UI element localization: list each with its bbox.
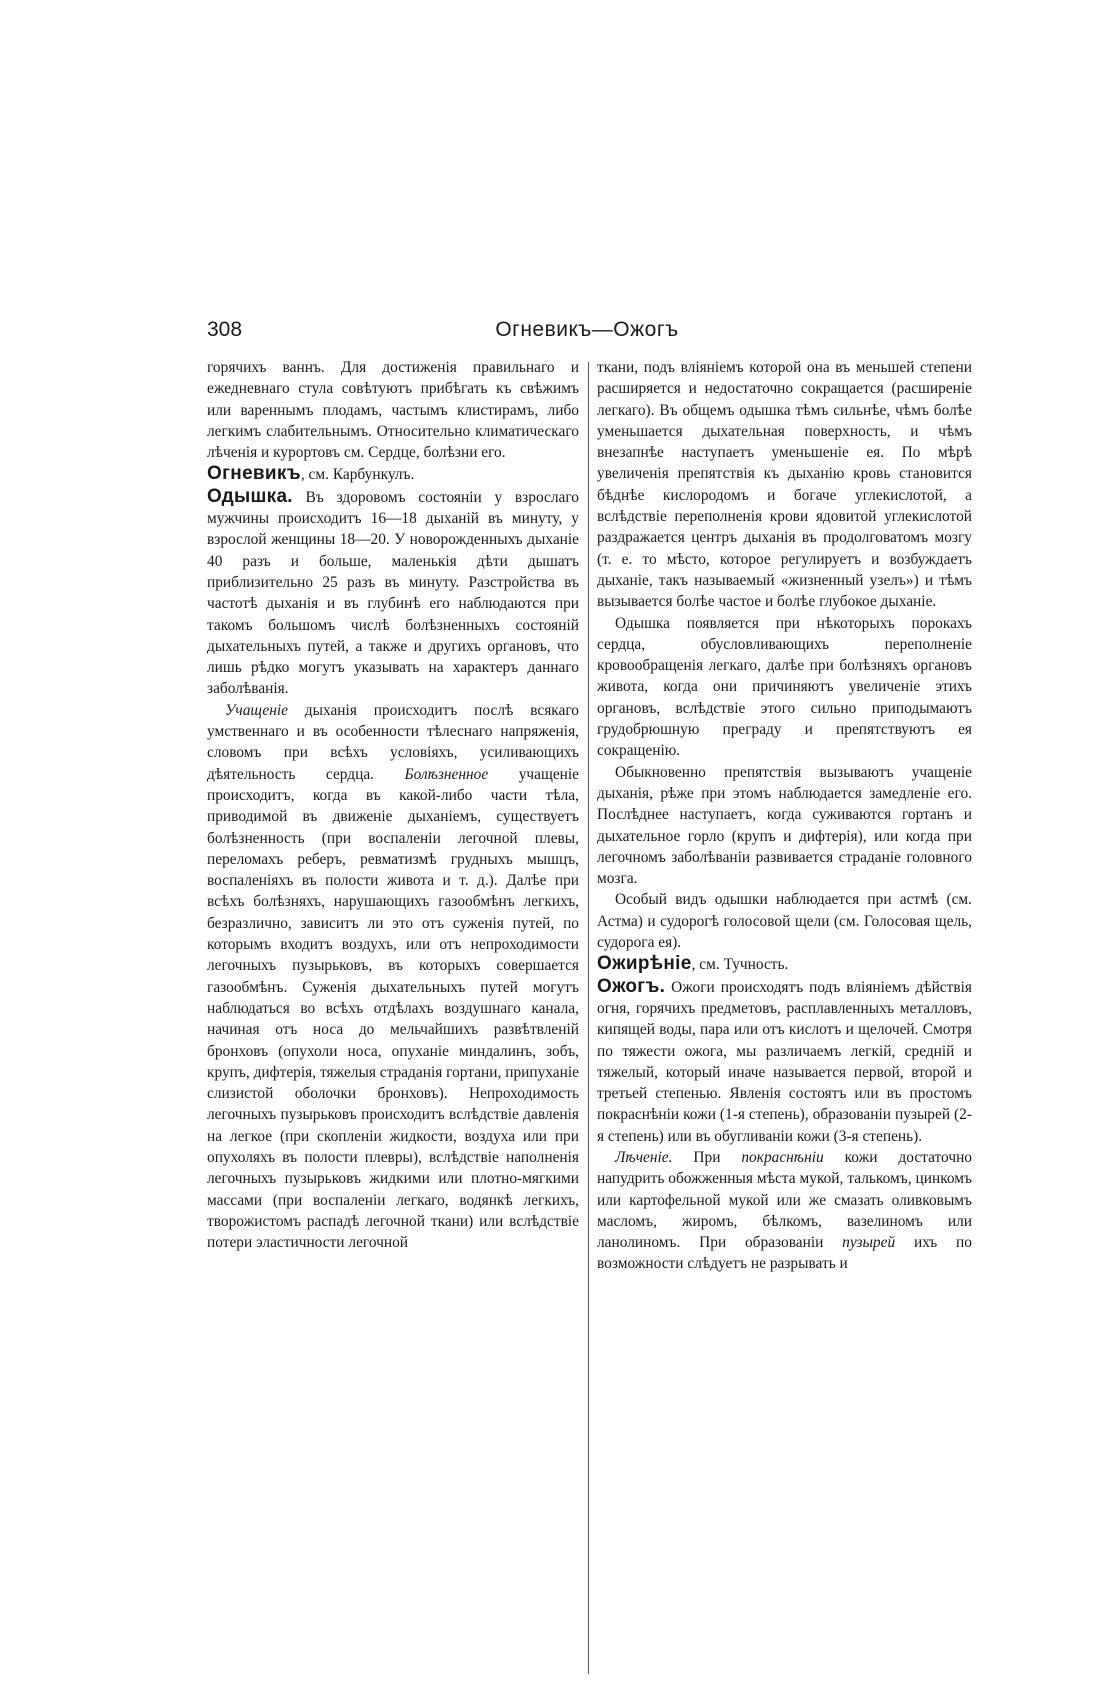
entry-odyshka xyxy=(207,486,579,700)
paragraph xyxy=(597,889,972,953)
paragraph-text: ихъ по возможности слѣдуетъ не разрывать и xyxy=(597,1234,972,1273)
paragraph xyxy=(207,700,579,1254)
paragraph xyxy=(597,613,972,762)
running-head: Огневикъ—Ожогъ xyxy=(495,318,679,341)
paragraph xyxy=(597,357,972,613)
paragraph-text: При xyxy=(672,1148,742,1166)
italic-term: Болѣзненное xyxy=(404,765,489,783)
column-divider xyxy=(588,362,589,1674)
paragraph xyxy=(597,762,972,890)
paragraph-text: кожи достаточно напудрить обожженныя мѣста мукой, талькомъ, цинкомъ или картофельной мукой или же смазать оливковымъ масломъ, жиромъ, бѣлкомъ, вазелиномъ или ланолиномъ. При образованіи xyxy=(597,1148,972,1252)
entry-headword: Огневикъ xyxy=(207,463,301,485)
entry-text: , см. Тучность. xyxy=(691,956,789,974)
paragraph-text: горячихъ ваннъ. Для достиженія правильнаго и ежедневнаго стула совѣтуютъ прибѣгать къ свѣжимъ или вареннымъ плодамъ, частымъ клистирамъ, либо легкимъ слабительнымъ. Относительно климатическаго лѣченія и курортовъ см. Сердце, болѣзни его. xyxy=(207,359,579,462)
paragraph-text: Обыкновенно препятствія вызываютъ учащеніе дыханія, рѣже при этомъ наблюдается замедленіе его. Послѣднее наступаетъ, когда суживаются гортанъ и дыхательное горло (крупъ и дифтерія), или когда при легочномъ заболѣваніи развивается страданіе головного мозга. xyxy=(597,763,972,888)
page-number: 308 xyxy=(207,318,243,341)
entry-text: Ожоги происходятъ подъ вліяніемъ дѣйствія огня, горячихъ предметовъ, расплавленныхъ металловъ, кипящей воды, пара или отъ кислотъ и щелочей. Смотря по тяжести ожога, мы различаемъ легкій, средній и тяжелый, который иначе называется первой, второй и третьей степенью. Явленія состоятъ или въ простомъ покраснѣніи кожи (1-я степень), образованіи пузырей (2-я степень) или въ обугливаніи кожи (3-я степень). xyxy=(597,978,972,1145)
right-column xyxy=(597,357,972,1275)
page-header xyxy=(207,318,967,348)
entry-text: Въ здоровомъ состояніи у взрослаго мужчины происходитъ 16—18 дыханій въ минуту, у взрослой женщины 18—20. У новорожденныхъ дыханіе 40 разъ и больше, маленькія дѣти дышатъ приблизительно 25 разъ въ минуту. Разстройства въ частотѣ дыханія и въ глубинѣ его наблюдаются при такомъ большомъ числѣ болѣзненныхъ состояній дыхательныхъ путей, а также и другихъ органовъ, что лишь рѣдко могутъ указывать на характеръ даннаго заболѣванія. xyxy=(207,488,579,698)
paragraph-text: учащеніе происходитъ, когда въ какой-либо части тѣла, приводимой въ движеніе дыханіемъ, существуетъ болѣзненность (при воспаленіи легочной плевы, переломахъ реберъ, ревматизмѣ грудныхъ мышцъ, воспаленіяхъ въ полости живота и т. д.). Далѣе при всѣхъ болѣзняхъ, нарушающихъ газообмѣнъ легкихъ, безразлично, зависитъ ли это отъ суженія путей, по которымъ входитъ воздухъ, или отъ непроходимости легочныхъ пузырьковъ, въ которыхъ совершается газообмѣнъ. Суженія дыхательныхъ путей могутъ наблюдаться во всѣхъ отдѣлахъ воздушнаго канала, начиная отъ носа до мельчайшихъ развѣтвленій бронховъ (опухоли носа, опуханіе миндалинъ, зобъ, крупъ, дифтерія, тяжелыя страданія гортани, припуханіе слизистой оболочки бронховъ). Непроходимость легочныхъ пузырьковъ происходитъ вслѣдствіе давленія на легкое (при скопленіи жидкости, воздуха или при опухоляхъ въ полости плевры), вслѣдствіе наполненія легочныхъ пузырьковъ жидкими или плотно-мягкими массами (при воспаленіи легкаго, водянкѣ легкихъ, творожистомъ распадѣ легочной ткани) или вслѣдствіе потери эластичности легочной xyxy=(207,765,579,1252)
italic-term: покраснѣніи xyxy=(741,1148,824,1166)
entry-headword: Ожогъ. xyxy=(597,975,666,997)
italic-term: Лѣченіе. xyxy=(615,1148,673,1166)
left-column xyxy=(207,357,579,1253)
entry-text: , см. Карбункулъ. xyxy=(300,466,415,484)
italic-term: пузырей xyxy=(842,1234,896,1252)
paragraph-text: дыханія происходитъ послѣ всякаго умственнаго и въ особенности тѣлеснаго напряженія, словомъ при всѣхъ условіяхъ, усиливающихъ дѣятельность сердца. xyxy=(207,701,579,783)
entry-ozhirenie xyxy=(597,953,972,975)
paragraph xyxy=(207,357,579,463)
entry-headword: Одышка. xyxy=(207,485,293,507)
entry-ozhog xyxy=(597,976,972,1147)
entry-headword: Ожирѣніе xyxy=(597,953,692,975)
paragraph-text: Особый видъ одышки наблюдается при астмѣ (см. Астма) и судорогѣ голосовой щели (см. Голосовая щель, судорога ея). xyxy=(597,891,972,952)
paragraph-text: Одышка появляется при нѣкоторыхъ порокахъ сердца, обусловливающихъ переполненіе кровообращенія легкаго, далѣе при болѣзняхъ органовъ живота, когда они причиняютъ увеличеніе этихъ органовъ, вслѣдствіе этого сильно приподымаютъ грудобрюшную преграду и препятствуютъ ея сокращенію. xyxy=(597,614,972,760)
italic-term: Учащеніе xyxy=(225,701,288,719)
paragraph-text: ткани, подъ вліяніемъ которой она въ меньшей степени расширяется и недостаточно сокращается (расширеніе легкаго). Въ общемъ одышка тѣмъ сильнѣе, чѣмъ болѣе уменьшается дыхательная поверхность, и чѣмъ внезапнѣе наступаетъ уменьшеніе ея. По мѣрѣ увеличенія препятствія къ дыханію кровь становится бѣднѣе кислородомъ и богаче углекислотой, а вслѣдствіе переполненія крови ядовитой углекислотой раздражается центръ дыханія въ продолговатомъ мозгу (т. е. то мѣсто, которое регулируетъ и возбуждаетъ дыханіе, такъ называемый «жизненный узелъ») и тѣмъ вызывается болѣе частое и болѣе глубокое дыханіе. xyxy=(597,359,972,611)
entry-ognevik xyxy=(207,463,579,485)
paragraph xyxy=(597,1147,972,1275)
